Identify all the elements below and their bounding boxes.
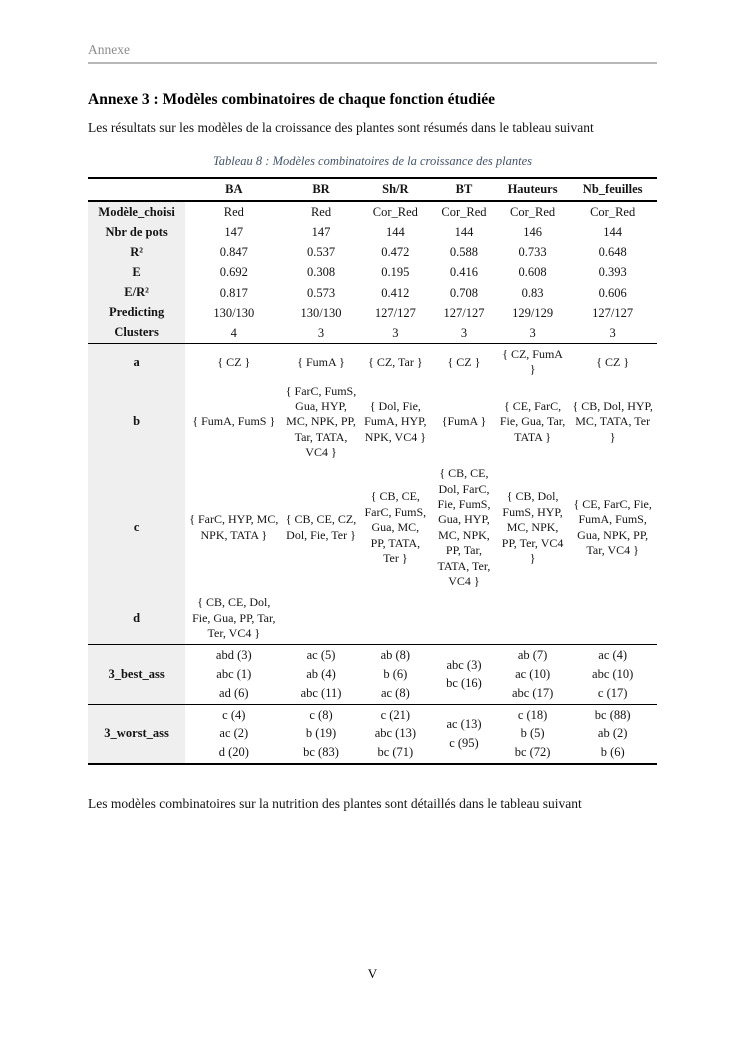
table-cell xyxy=(497,645,568,704)
row-label: c xyxy=(88,463,185,592)
table-cell: Cor_Red xyxy=(441,205,487,219)
table-cell: { FumA, FumS } xyxy=(192,414,276,429)
table-cell: { CZ, FumA } xyxy=(502,346,563,377)
table-cell: { CE, FarC, Fie, Gua, Tar, TATA } xyxy=(499,398,566,444)
table-cell: Cor_Red xyxy=(590,205,636,219)
cell-line: c (17) xyxy=(597,685,628,700)
table-cell: 0.416 xyxy=(449,265,479,280)
table-cell: 0.472 xyxy=(381,245,410,260)
cell-line: ab (2) xyxy=(597,726,628,741)
table-cell: 127/127 xyxy=(374,305,416,320)
cell-line: c (95) xyxy=(449,735,479,750)
table-cell: 0.83 xyxy=(521,285,544,300)
table-caption: Tableau 8 : Modèles combinatoires de la croissance des plantes xyxy=(212,154,533,168)
table-cell: Cor_Red xyxy=(372,205,418,219)
table-cell: { FarC, HYP, MC, NPK, TATA } xyxy=(189,512,279,542)
table-cell: 144 xyxy=(385,225,405,240)
table-cell: { Dol, Fie, FumA, HYP, NPK, VC4 } xyxy=(364,398,427,444)
table-cell: { CB, CE, Dol, FarC, Fie, FumS, Gua, HYP, MC, NPK, PP, Tar, TATA, Ter, VC4 } xyxy=(437,466,491,588)
table-cell: 130/130 xyxy=(300,305,342,320)
table-cell: 0.537 xyxy=(306,245,336,260)
table-cell: 0.606 xyxy=(598,285,627,300)
table-cell: Red xyxy=(310,205,332,219)
table-cell xyxy=(282,645,359,704)
table-cell: Red xyxy=(223,205,244,219)
table-cell: 3 xyxy=(431,323,497,344)
table-cell: { CB, CE, CZ, Dol, Fie, Ter } xyxy=(285,512,357,542)
table-row xyxy=(88,645,657,704)
row-label: a xyxy=(88,343,185,380)
row-label: d xyxy=(88,592,185,645)
table-cell: {FumA } xyxy=(441,414,487,429)
cell-line: abc (17) xyxy=(511,685,554,700)
row-label: E/R² xyxy=(88,283,185,303)
cell-line: bc (88) xyxy=(594,707,631,722)
cell-line: c (18) xyxy=(517,707,548,722)
cell-line: ab (8) xyxy=(380,648,411,663)
cell-line: bc (16) xyxy=(446,676,482,691)
row-label: 3_worst_ass xyxy=(88,704,185,764)
cell-line: c (21) xyxy=(380,707,411,722)
table-cell: 0.308 xyxy=(306,265,336,280)
table-cell: 0.708 xyxy=(449,285,479,300)
table-cell: { CB, CE, Dol, Fie, Gua, PP, Tar, Ter, VC4 } xyxy=(185,592,282,645)
table-cell: 0.573 xyxy=(306,285,336,300)
table-cell: 3 xyxy=(360,323,431,344)
table-cell: 0.817 xyxy=(219,285,248,300)
table-cell: 129/129 xyxy=(512,305,554,320)
cell-line: abc (1) xyxy=(216,667,252,682)
table-row xyxy=(88,592,657,645)
table-row xyxy=(88,262,657,282)
row-label: Nbr de pots xyxy=(88,222,185,242)
cell-line: b (6) xyxy=(383,667,408,682)
table-cell: { CZ } xyxy=(217,354,251,369)
table-cell xyxy=(431,704,497,764)
cell-line: abc (10) xyxy=(592,667,634,682)
table-cell: { CB, Dol, FumS, HYP, MC, NPK, PP, Ter, VC4 } xyxy=(501,489,564,565)
row-label: E xyxy=(88,262,185,282)
column-header: Sh/R xyxy=(360,178,431,201)
cell-line: abc (11) xyxy=(300,685,342,700)
table-cell: 3 xyxy=(497,323,568,344)
table-cell xyxy=(360,645,431,704)
cell-line: abc (13) xyxy=(374,726,416,741)
table-cell: 147 xyxy=(311,225,331,240)
cell-line: ac (5) xyxy=(306,648,336,663)
table-cell xyxy=(360,592,431,645)
intro-paragraph: Les résultats sur les modèles de la croissance des plantes sont résumés dans le tableau suivant xyxy=(88,120,594,135)
cell-line: bc (71) xyxy=(377,745,414,760)
table-row xyxy=(88,463,657,592)
table-cell xyxy=(497,704,568,764)
table-row xyxy=(88,704,657,764)
table-cell: { CZ, Tar } xyxy=(368,354,423,369)
table-cell: 0.412 xyxy=(381,285,410,300)
table-row xyxy=(88,242,657,262)
results-table xyxy=(88,177,657,765)
table-cell xyxy=(282,704,359,764)
table-cell xyxy=(431,592,497,645)
cell-line: ab (4) xyxy=(306,667,336,682)
row-label: R² xyxy=(88,242,185,262)
table-cell: 3 xyxy=(282,323,359,344)
table-cell: { CB, Dol, HYP, MC, TATA, Ter } xyxy=(572,398,653,444)
cell-line: c (8) xyxy=(309,707,333,722)
table-cell xyxy=(360,704,431,764)
running-header xyxy=(88,42,657,64)
table-cell: { CE, FarC, Fie, FumA, FumS, Gua, NPK, PP, Tar, VC4 } xyxy=(573,497,652,558)
cell-line: c (4) xyxy=(222,707,246,722)
table-cell: 3 xyxy=(568,323,657,344)
table-cell: 0.393 xyxy=(598,265,627,280)
table-cell: 147 xyxy=(224,225,244,240)
row-label: b xyxy=(88,381,185,464)
table-cell: { CZ } xyxy=(447,354,481,369)
row-label: Predicting xyxy=(88,303,185,323)
table-cell xyxy=(282,592,359,645)
cell-line: ac (10) xyxy=(515,667,551,682)
cell-line: ac (8) xyxy=(380,685,410,700)
row-label: 3_best_ass xyxy=(88,645,185,704)
table-cell: Cor_Red xyxy=(510,205,556,219)
cell-line: abd (3) xyxy=(215,648,252,663)
cell-line: b (6) xyxy=(600,745,625,760)
table-cell xyxy=(568,704,657,764)
table-cell xyxy=(185,704,282,764)
table-cell: 146 xyxy=(523,225,542,240)
closing-paragraph: Les modèles combinatoires sur la nutrition des plantes sont détaillés dans le tableau suivant xyxy=(88,795,582,811)
cell-line: ad (6) xyxy=(219,685,249,700)
table-cell: { CB, CE, FarC, FumS, Gua, MC, PP, TATA, Ter } xyxy=(364,489,427,565)
cell-line: b (5) xyxy=(520,726,545,741)
cell-line: abc (3) xyxy=(446,657,482,672)
cell-line: ab (7) xyxy=(517,648,548,663)
column-header: BT xyxy=(431,178,497,201)
column-header: Hauteurs xyxy=(497,178,568,201)
annex-heading: Annexe 3 : Modèles combinatoires de chaque fonction étudiée xyxy=(88,91,495,108)
cell-line: bc (83) xyxy=(303,745,339,760)
table-cell: 144 xyxy=(603,225,623,240)
table-row xyxy=(88,303,657,323)
table-row xyxy=(88,381,657,464)
table-row xyxy=(88,283,657,303)
table-cell xyxy=(497,592,568,645)
table-cell: 127/127 xyxy=(592,305,634,320)
row-label: Clusters xyxy=(88,323,185,344)
table-row xyxy=(88,201,657,222)
cell-line: ac (2) xyxy=(219,726,249,741)
table-cell xyxy=(185,645,282,704)
table-body xyxy=(88,201,657,764)
header-row xyxy=(88,178,657,201)
cell-line: b (19) xyxy=(305,726,337,741)
table-cell xyxy=(568,645,657,704)
column-header: BR xyxy=(282,178,359,201)
cell-line: d (20) xyxy=(218,745,249,760)
column-header xyxy=(88,178,185,201)
running-header-text: Annexe xyxy=(88,42,130,57)
table-cell: 4 xyxy=(185,323,282,344)
table-cell xyxy=(568,592,657,645)
page-number: V xyxy=(367,966,378,981)
table-cell: 0.195 xyxy=(381,265,410,280)
table-cell: 144 xyxy=(454,225,474,240)
table-header xyxy=(88,178,657,201)
table-cell: 130/130 xyxy=(213,305,255,320)
table-cell: 0.847 xyxy=(219,245,248,260)
table-cell: 0.608 xyxy=(518,265,547,280)
table-row xyxy=(88,323,657,344)
table-cell: 0.692 xyxy=(219,265,248,280)
row-label: Modèle_choisi xyxy=(88,201,185,222)
column-header: BA xyxy=(185,178,282,201)
cell-line: ac (13) xyxy=(446,716,482,731)
table-cell: 0.733 xyxy=(518,245,547,260)
table-cell: 0.648 xyxy=(598,245,627,260)
table-cell: { FumA } xyxy=(297,354,345,369)
cell-line: bc (72) xyxy=(514,745,551,760)
table-cell: { FarC, FumS, Gua, HYP, MC, NPK, PP, Tar, TATA, VC4 } xyxy=(285,383,357,460)
table-row xyxy=(88,343,657,380)
column-header: Nb_feuilles xyxy=(568,178,657,201)
table-row xyxy=(88,222,657,242)
table-cell: 127/127 xyxy=(443,305,485,320)
table-cell: { CZ } xyxy=(596,354,630,369)
cell-line: ac (4) xyxy=(598,648,628,663)
table-cell xyxy=(431,645,497,704)
table-cell: 0.588 xyxy=(449,245,479,260)
